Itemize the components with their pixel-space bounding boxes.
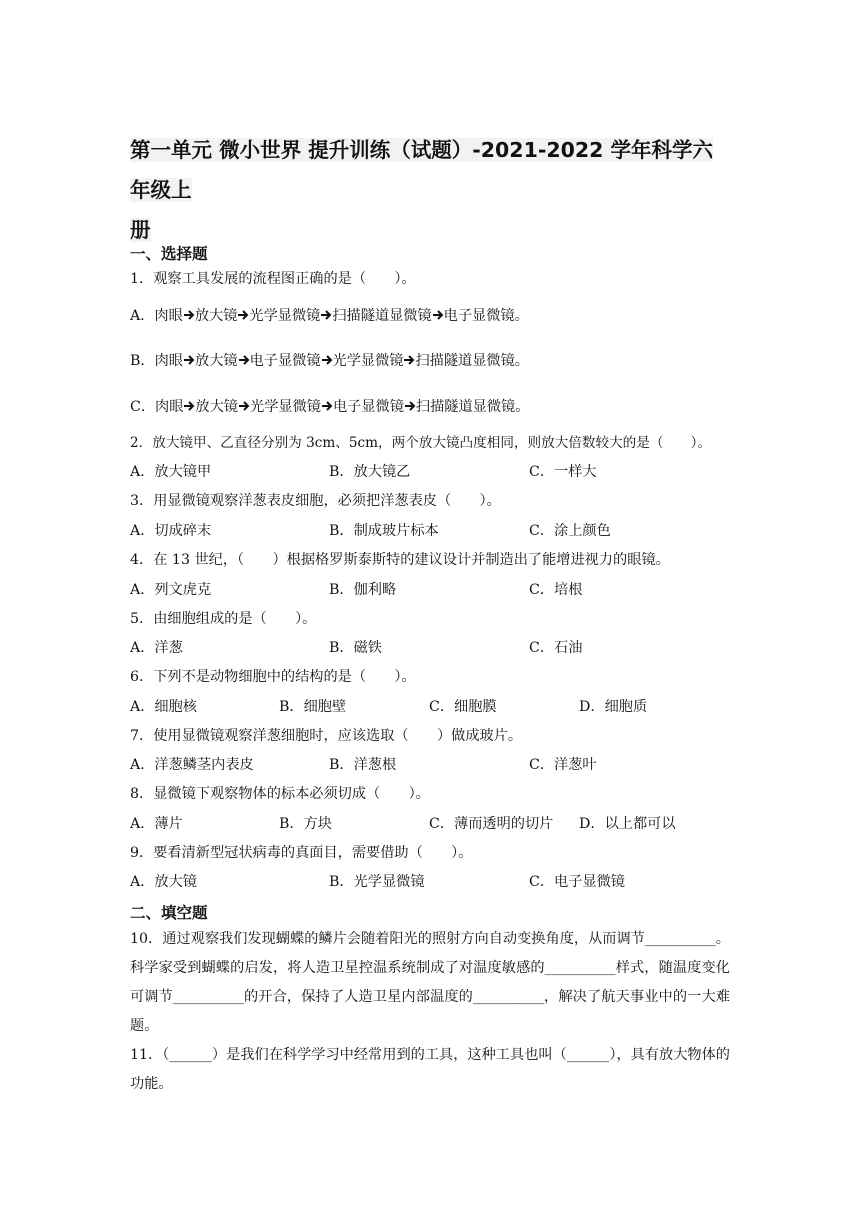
question-8-stem: 8．显微镜下观察物体的标本必须切成（ ）。 <box>130 786 430 802</box>
arrow-right-icon <box>404 400 416 412</box>
question-6-stem: 6．下列不是动物细胞中的结构的是（ ）。 <box>130 669 416 685</box>
question-6-option-d: D．细胞质 <box>579 699 648 715</box>
question-3-option-b: B．制成玻片标本 <box>329 523 439 539</box>
question-8-option-c: C．薄而透明的切片 <box>429 816 554 832</box>
flow-step: 光学显微镜 <box>249 308 321 324</box>
arrow-right-icon <box>432 309 444 321</box>
title-line-2: 册 <box>130 218 151 242</box>
question-5-stem: 5．由细胞组成的是（ ）。 <box>130 611 317 627</box>
arrow-right-icon <box>238 354 250 366</box>
question-9-option-a: A．放大镜 <box>130 874 197 890</box>
flow-step: 扫描隧道显微镜。 <box>415 399 530 415</box>
arrow-right-icon <box>183 309 195 321</box>
arrow-right-icon <box>320 309 332 321</box>
question-2-option-c: C．一样大 <box>529 464 597 480</box>
arrow-right-icon <box>237 309 249 321</box>
question-7-option-a: A．洋葱鳞茎内表皮 <box>130 757 254 773</box>
arrow-right-icon <box>403 354 415 366</box>
flow-step: A．肉眼 <box>130 308 183 324</box>
section-heading-choice: 一、选择题 <box>130 245 208 263</box>
question-9-option-b: B．光学显微镜 <box>329 874 425 890</box>
question-1-option-b <box>130 350 529 370</box>
question-4-stem: 4．在 13 世纪，（ ）根据格罗斯泰斯特的建议设计并制造出了能增进视力的眼镜。 <box>130 552 670 568</box>
question-8-option-a: A．薄片 <box>130 816 183 832</box>
question-6-option-a: A．细胞核 <box>130 699 197 715</box>
flow-step: 光学显微镜 <box>332 353 404 369</box>
flow-step: 放大镜 <box>195 399 238 415</box>
question-9-stem: 9．要看清新型冠状病毒的真面目，需要借助（ ）。 <box>130 845 473 861</box>
flow-step: 电子显微镜。 <box>443 308 529 324</box>
question-7-stem: 7．使用显微镜观察洋葱细胞时，应该选取（ ）做成玻片。 <box>130 728 523 744</box>
arrow-right-icon <box>183 400 195 412</box>
question-4-option-a: A．列文虎克 <box>130 582 212 598</box>
question-8-option-b: B．方块 <box>279 816 332 832</box>
worksheet-title <box>130 130 730 250</box>
question-2-option-a: A．放大镜甲 <box>130 464 212 480</box>
question-7-option-c: C．洋葱叶 <box>529 757 597 773</box>
flow-step: 放大镜 <box>195 353 238 369</box>
flow-step: 电子显微镜 <box>249 353 321 369</box>
question-11: 11．（______）是我们在科学学习中经常用到的工具，这种工具也叫（______），具有放大物体的功能。 <box>130 1047 730 1092</box>
section-heading-fill: 二、填空题 <box>130 904 208 922</box>
flow-step: 放大镜 <box>194 308 238 324</box>
flow-step: C．肉眼 <box>130 399 184 415</box>
question-8-option-d: D．以上都可以 <box>579 816 676 832</box>
question-4-option-b: B．伽利略 <box>329 582 397 598</box>
question-5-option-a: A．洋葱 <box>130 640 183 656</box>
question-10: 10．通过观察我们发现蝴蝶的鳞片会随着阳光的照射方向自动变换角度，从而调节__________。科学家受到蝴蝶的启发，将人造卫星控温系统制成了对温度敏感的__________样式，随温度变化可调节__________的开合，保持了人造卫星内部温度的__________，解决了航天事业中的一大难题。 <box>130 931 730 1034</box>
title-line-1: 第一单元 微小世界 提升训练（试题）-2021-2022 学年科学六年级上 <box>130 138 714 202</box>
flow-step: 光学显微镜 <box>250 399 321 415</box>
question-1-stem: 1．观察工具发展的流程图正确的是（ ）。 <box>130 271 416 287</box>
arrow-right-icon <box>238 400 250 412</box>
question-3-option-c: C．涂上颜色 <box>529 523 611 539</box>
question-7-option-b: B．洋葱根 <box>329 757 397 773</box>
question-5-option-b: B．磁铁 <box>329 640 382 656</box>
question-2-option-b: B．放大镜乙 <box>329 464 411 480</box>
question-1-option-c <box>130 396 529 416</box>
question-3-option-a: A．切成碎末 <box>130 523 212 539</box>
question-1-option-a <box>130 305 529 325</box>
question-4-option-c: C．培根 <box>529 582 583 598</box>
flow-step: 扫描隧道显微镜 <box>332 308 432 324</box>
arrow-right-icon <box>321 354 333 366</box>
arrow-right-icon <box>321 400 333 412</box>
flow-step: 扫描隧道显微镜。 <box>415 353 529 369</box>
question-2-stem: 2．放大镜甲、乙直径分别为 3cm、5cm，两个放大镜凸度相同，则放大倍数较大的是（ ）。 <box>130 435 712 451</box>
question-5-option-c: C．石油 <box>529 640 583 656</box>
flow-step: 电子显微镜 <box>332 399 404 415</box>
question-3-stem: 3．用显微镜观察洋葱表皮细胞，必须把洋葱表皮（ ）。 <box>130 493 501 509</box>
flow-step: B．肉眼 <box>130 353 183 369</box>
arrow-right-icon <box>183 354 195 366</box>
question-6-option-b: B．细胞壁 <box>279 699 347 715</box>
question-6-option-c: C．细胞膜 <box>429 699 497 715</box>
question-9-option-c: C．电子显微镜 <box>529 874 625 890</box>
